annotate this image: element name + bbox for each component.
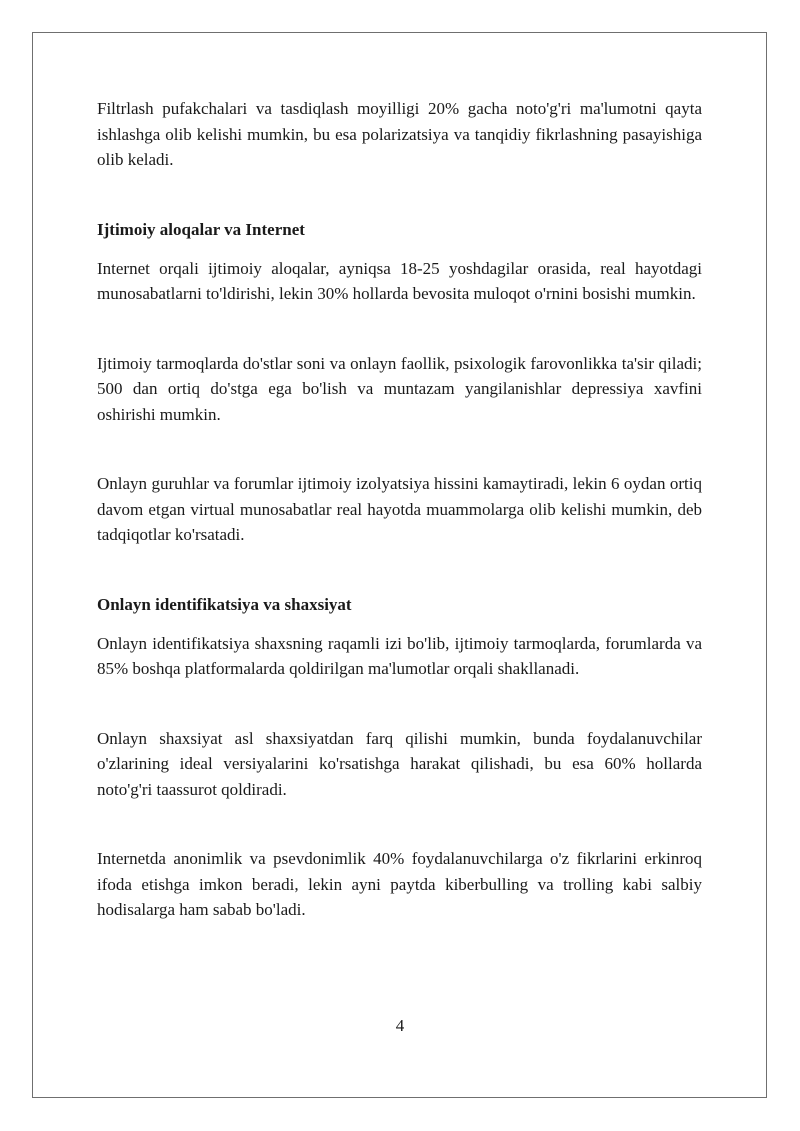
heading-online-identity: Onlayn identifikatsiya va shaxsiyat: [97, 594, 352, 614]
page-number: 4: [395, 1016, 405, 1035]
paragraph-online-groups: Onlayn guruhlar va forumlar ijtimoiy izolyatsiya hissini kamaytiradi, lekin 6 oydan ortiq davom etgan virtual munosabatlar real hayotda muammolarga olib kelishi mumkin, deb tadqiqotlar ko'rsatadi.: [97, 474, 702, 544]
paragraph-anonymity: Internetda anonimlik va psevdonimlik 40% foydalanuvchilarga o'z fikrlarini erkinroq ifoda etishga imkon beradi, lekin ayni paytda kiberbulling va trolling kabi salbiy hodisalarga ham sabab bo'ladi.: [97, 849, 702, 919]
paragraph-internet-social-ties: Internet orqali ijtimoiy aloqalar, ayniqsa 18-25 yoshdagilar orasida, real hayotdagi munosabatlarni to'ldirishi, lekin 30% hollarda bevosita muloqot o'rnini bosishi mumkin.: [97, 258, 702, 303]
paragraph-friends-count: Ijtimoiy tarmoqlarda do'stlar soni va onlayn faollik, psixologik farovonlikka ta'sir qiladi; 500 dan ortiq do'stga ega bo'lish va muntazam yangilanishlar depressiya xavfini oshirishi mumkin.: [97, 353, 702, 424]
heading-social-connections: Ijtimoiy aloqalar va Internet: [97, 219, 305, 239]
paragraph-filter-bubbles: Filtrlash pufakchalari va tasdiqlash moyilligi 20% gacha noto'g'ri ma'lumotni qayta ishlashga olib kelishi mumkin, bu esa polarizatsiya va tanqidiy fikrlashning pasayishiga olib keladi.: [97, 99, 702, 169]
paragraph-digital-footprint: Onlayn identifikatsiya shaxsning raqamli izi bo'lib, ijtimoiy tarmoqlarda, forumlarda va 85% boshqa platformalarda qoldirilgan ma'lumotlar orqali shakllanadi.: [97, 633, 702, 678]
page-content: [97, 96, 702, 923]
paragraph-online-persona: Onlayn shaxsiyat asl shaxsiyatdan farq qilishi mumkin, bunda foydalanuvchilar o'zlarining ideal versiyalarini ko'rsatishga harakat qilishadi, bu esa 60% hollarda noto'g'ri taassurot qoldiradi.: [97, 728, 702, 799]
